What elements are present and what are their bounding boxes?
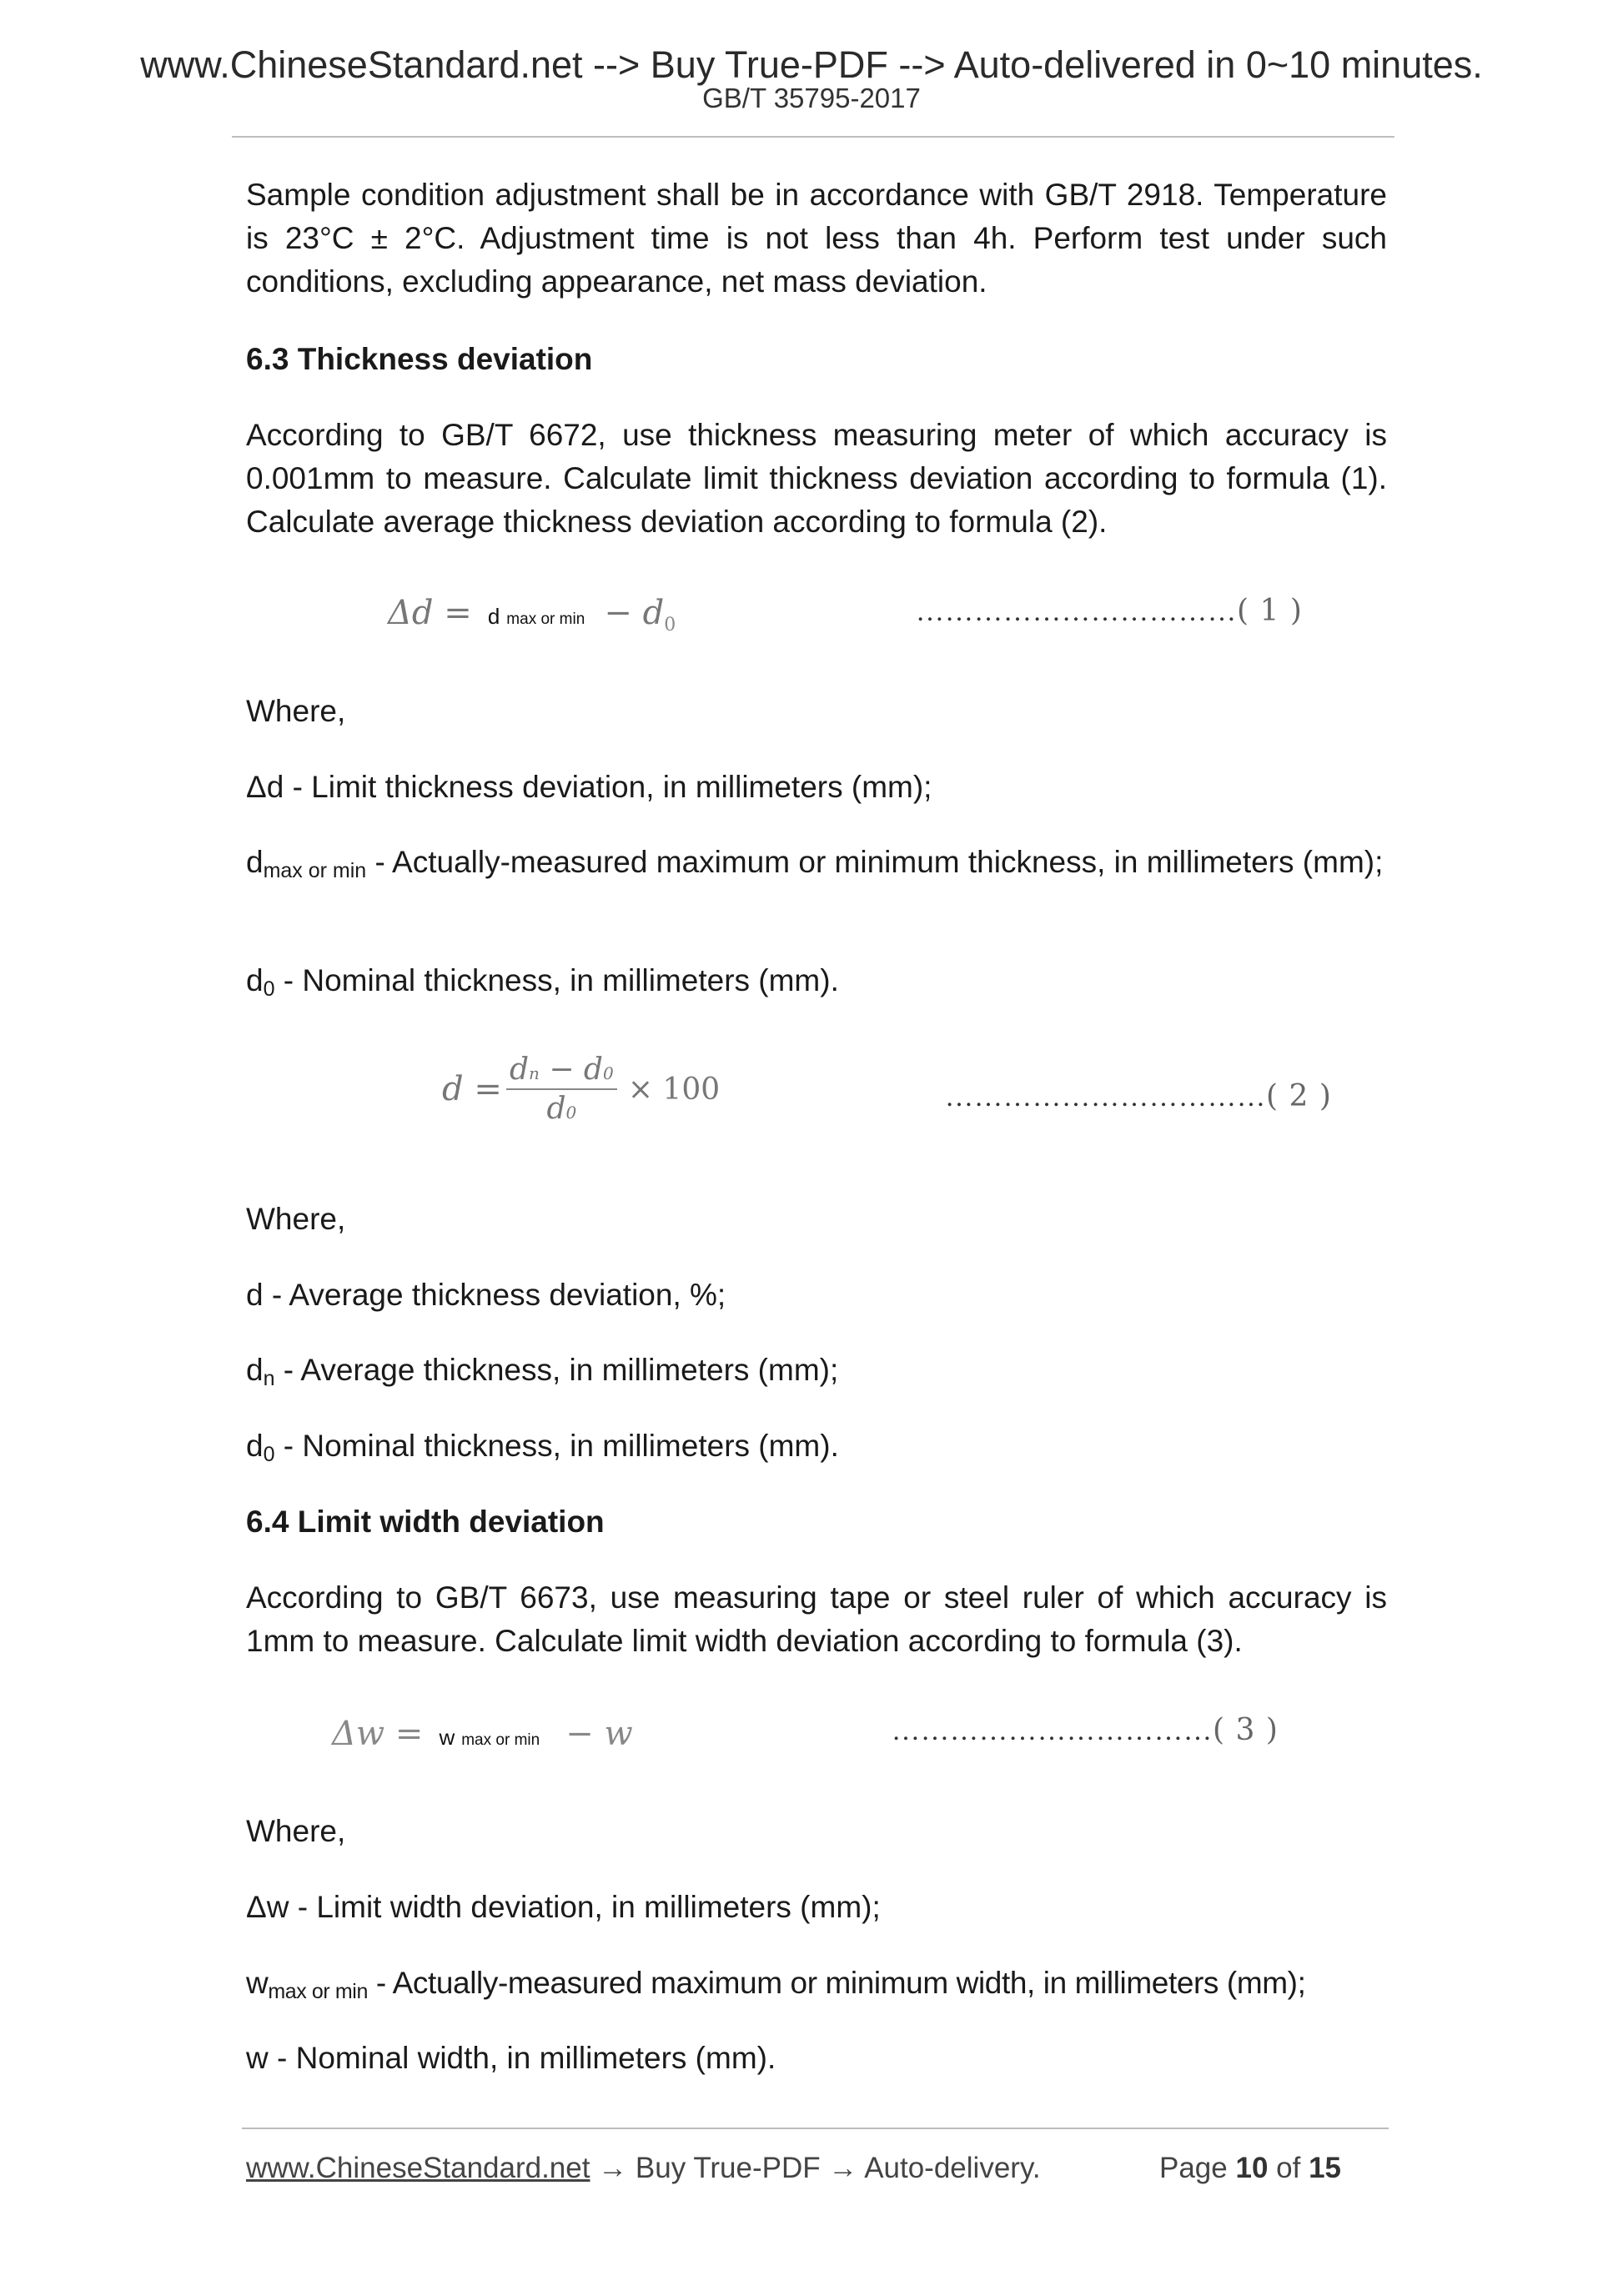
sample-conditioning-paragraph: Sample condition adjustment shall be in accordance with GB/T 2918. Temperature is 23°C ± 2°C. Adjustment time is not less than 4h. Perform test under such conditions, excluding appearance, net mass deviation. <box>246 178 1387 299</box>
formula-1-leader <box>916 594 1303 628</box>
def-symbol: Δw <box>246 1890 289 1924</box>
definition-nominal-thickness-2 <box>246 1424 1387 1476</box>
page-number: 10 <box>1235 2152 1269 2184</box>
section-6-3-intro: According to GB/T 6672, use thickness measuring meter of which accuracy is 0.001mm to measure. Calculate limit thickness deviation according to formula (1). Calculate average thickness deviation according to formula (2). <box>246 418 1387 539</box>
header-divider <box>232 136 1394 138</box>
definition-limit-thickness-deviation <box>246 766 1387 809</box>
def-text: - Limit width deviation, in millimeters (mm); <box>289 1890 881 1924</box>
formula-2-lhs: d = <box>442 1070 502 1108</box>
formula-1-rhs-sub: 0 <box>664 615 676 636</box>
formula-1-number: ( 1 ) <box>1237 594 1303 628</box>
footer-site-link[interactable]: www.ChineseStandard.net <box>246 2152 590 2184</box>
def-symbol-sub: 0 <box>263 1443 275 1466</box>
denominator-d: d <box>546 1092 566 1126</box>
formula-2-number: ( 2 ) <box>1266 1079 1332 1113</box>
formula-3 <box>332 1715 633 1753</box>
formula-2-fraction <box>506 1053 617 1126</box>
definition-average-thickness <box>246 1349 1387 1400</box>
formula-1-dots: …………………………… <box>916 596 1237 627</box>
page-of-label: of <box>1276 2152 1301 2184</box>
numerator-minus-d0: − d <box>549 1053 603 1087</box>
numerator-d0-sub: 0 <box>602 1063 614 1083</box>
def-symbol-sub: max or min <box>263 859 367 882</box>
formula-3-rhs: − w <box>565 1715 633 1753</box>
where-label-2: Where, <box>246 1202 346 1236</box>
def-symbol: d <box>246 845 264 879</box>
def-symbol-sub: n <box>263 1367 275 1390</box>
def-symbol-sub: max or min <box>268 1980 368 2003</box>
section-6-3-heading: 6.3 Thickness deviation <box>246 342 593 376</box>
formula-1-rhs: − d <box>604 594 665 632</box>
def-text: - Nominal width, in millimeters (mm). <box>268 2041 776 2075</box>
formula-2-leader <box>945 1079 1332 1113</box>
def-symbol: d <box>246 1278 264 1312</box>
standard-code: GB/T 35795-2017 <box>702 83 921 113</box>
formula-2-denominator <box>506 1090 617 1126</box>
footer-delivery-text: Auto-delivery. <box>864 2152 1041 2184</box>
page-total: 15 <box>1309 2152 1342 2184</box>
def-symbol: d <box>246 963 264 997</box>
definition-limit-width-deviation <box>246 1886 1387 1929</box>
def-symbol: d <box>246 1353 264 1387</box>
footer-buy-text: Buy True-PDF <box>635 2152 821 2184</box>
formula-1-var: d <box>487 604 500 629</box>
numerator-dn-sub: n <box>528 1063 540 1083</box>
page-indicator <box>1159 2150 1341 2187</box>
footer-divider <box>242 2128 1389 2129</box>
formula-2-dots: …………………………… <box>945 1082 1266 1113</box>
formula-1 <box>388 594 676 636</box>
def-symbol: w <box>246 2041 269 2075</box>
def-text: - Nominal thickness, in millimeters (mm). <box>274 963 839 997</box>
def-symbol: d <box>246 1429 264 1463</box>
def-text: - Nominal thickness, in millimeters (mm). <box>274 1429 839 1463</box>
formula-3-var: w <box>439 1725 455 1750</box>
def-symbol-sub: 0 <box>263 977 275 1001</box>
where-label-1: Where, <box>246 694 346 728</box>
definition-measured-thickness <box>246 841 1387 892</box>
page-label: Page <box>1159 2152 1228 2184</box>
def-symbol: w <box>246 1966 269 2000</box>
formula-2-numerator <box>506 1053 617 1090</box>
formula-3-sub: max or min <box>461 1731 540 1749</box>
formula-2-times: × 100 <box>627 1072 721 1107</box>
section-6-4-intro: According to GB/T 6673, use measuring tape or steel ruler of which accuracy is 1mm to measure. Calculate limit width deviation according to formula (3). <box>246 1580 1387 1658</box>
definition-measured-width <box>246 1962 1387 2013</box>
formula-3-leader <box>892 1713 1279 1747</box>
formula-1-sub: max or min <box>506 610 585 628</box>
def-text: - Actually-measured maximum or minimum thickness, in millimeters (mm); <box>366 845 1384 879</box>
def-symbol: Δd <box>246 770 284 804</box>
definition-average-thickness-deviation <box>246 1274 1387 1317</box>
definition-nominal-width <box>246 2037 1387 2080</box>
def-text: - Actually-measured maximum or minimum width, in millimeters (mm); <box>367 1966 1306 2000</box>
footer-arrow-1: → <box>590 2152 636 2184</box>
footer-promo <box>246 2150 1041 2187</box>
footer-arrow-2: → <box>820 2152 865 2184</box>
where-label-3: Where, <box>246 1814 346 1848</box>
definition-nominal-thickness <box>246 959 1387 1011</box>
formula-3-number: ( 3 ) <box>1213 1713 1279 1747</box>
def-text: - Average thickness, in millimeters (mm); <box>274 1353 839 1387</box>
section-6-4-heading: 6.4 Limit width deviation <box>246 1505 605 1539</box>
header-banner[interactable]: www.ChineseStandard.net --> Buy True-PDF --> Auto-delivered in 0~10 minutes. <box>140 43 1483 86</box>
numerator-dn: d <box>509 1053 529 1087</box>
formula-2 <box>442 1053 720 1126</box>
formula-3-dots: …………………………… <box>892 1716 1213 1746</box>
denominator-d-sub: 0 <box>565 1103 577 1123</box>
def-text: - Limit thickness deviation, in millimeters (mm); <box>284 770 932 804</box>
def-text: - Average thickness deviation, %; <box>263 1278 726 1312</box>
formula-1-lhs: Δd = <box>388 594 472 632</box>
formula-3-lhs: Δw = <box>332 1715 424 1753</box>
